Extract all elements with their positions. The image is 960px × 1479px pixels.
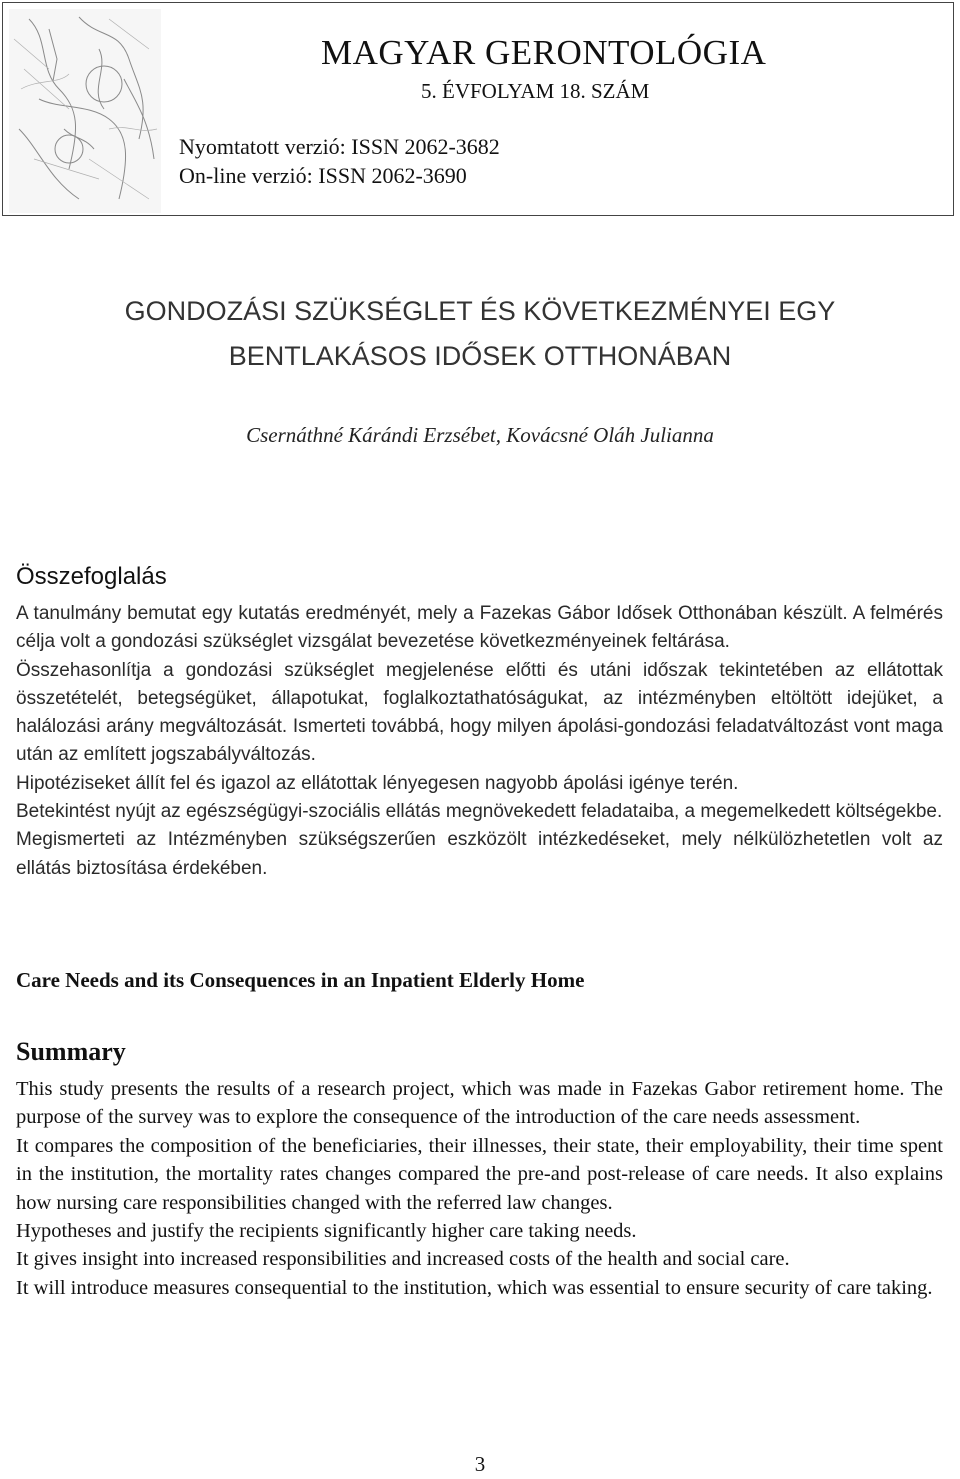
summary-paragraph: Hypotheses and justify the recipients significantly higher care taking needs. xyxy=(16,1220,637,1243)
article-authors: Csernáthné Kárándi Erzsébet, Kovácsné Oláh Julianna xyxy=(246,423,714,447)
abstract-paragraph: Összehasonlítja a gondozási szükséglet megjelenése előtti és utáni időszak tekintetében az ellátottak összetételét, betegségüket, állapotukat, foglalkoztathatóságukat, az intézményben eltöltött idejüket, a halálozási arány megváltozását. Ismerteti továbbá, hogy milyen ápolási-gondozási feladatváltozást vont maga után az említett jogszabályváltozás. xyxy=(16,659,943,766)
summary-paragraph: It compares the composition of the beneficiaries, their illnesses, their state, their employability, their time spent in the institution, the mortality rates changes compared the pre-and post-release of care needs. It also explains how nursing care responsibilities changed with the referred law changes. xyxy=(16,1134,943,1214)
issn-online: On-line verzió: ISSN 2062-3690 xyxy=(179,163,467,188)
english-summary-heading: Summary xyxy=(16,1037,126,1066)
journal-header xyxy=(2,2,954,216)
hungarian-abstract-heading: Összefoglalás xyxy=(16,563,167,590)
english-summary xyxy=(16,1075,943,1302)
summary-paragraph: It will introduce measures consequential to the institution, which was essential to ensure security of care taking. xyxy=(16,1276,933,1299)
abstract-paragraph: A tanulmány bemutat egy kutatás eredményét, mely a Fazekas Gábor Idősek Otthonában készült. A felmérés célja volt a gondozási szükséglet vizsgálat bevezetése következményeinek feltárása. xyxy=(16,603,943,653)
journal-title: MAGYAR GERONTOLÓGIA xyxy=(321,33,767,72)
article-title-line1: GONDOZÁSI SZÜKSÉGLET ÉS KÖVETKEZMÉNYEI EGY xyxy=(124,296,836,326)
article-title-line2: BENTLAKÁSOS IDŐSEK OTTHONÁBAN xyxy=(228,341,732,371)
issn-print: Nyomtatott verzió: ISSN 2062-3682 xyxy=(179,134,500,159)
abstract-paragraph: Hipotéziseket állít fel és igazol az ellátottak lényegesen nagyobb ápolási igénye terén. xyxy=(16,772,739,794)
abstract-paragraph: Betekintést nyújt az egészségügyi-szociális ellátás megnövekedett feladataiba, a megemelkedett költségekbe. xyxy=(16,801,943,823)
sketch-illustration xyxy=(9,9,161,213)
summary-paragraph: This study presents the results of a research project, which was made in Fazekas Gabor retirement home. The purpose of the survey was to explore the consequence of the introduction of the care needs assessment. xyxy=(16,1078,943,1129)
hungarian-abstract xyxy=(16,600,943,883)
summary-paragraph: It gives insight into increased responsibilities and increased costs of the health and social care. xyxy=(16,1248,790,1271)
english-title: Care Needs and its Consequences in an Inpatient Elderly Home xyxy=(16,968,585,992)
journal-issue: 5. ÉVFOLYAM 18. SZÁM xyxy=(421,79,650,103)
page-number: 3 xyxy=(474,1452,486,1476)
abstract-paragraph: Megismerteti az Intézményben szükségszerűen eszközölt intézkedéseket, mely nélkülözhetetlen volt az ellátás biztosítása érdekében. xyxy=(16,829,943,879)
